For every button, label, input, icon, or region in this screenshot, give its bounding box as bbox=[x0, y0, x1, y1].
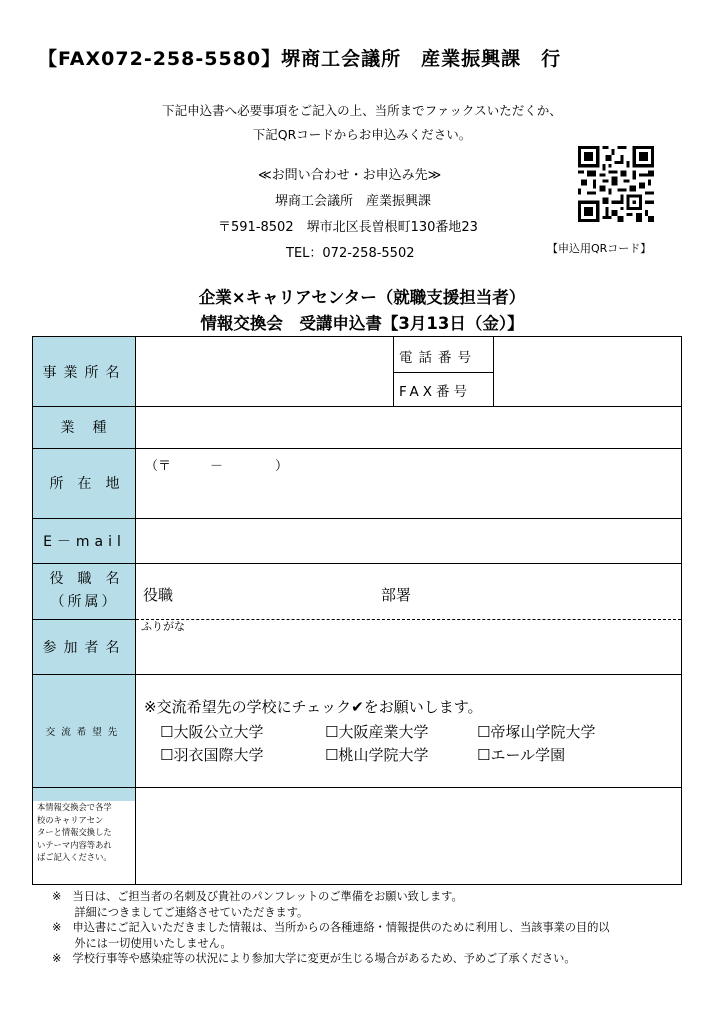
fax-header-title: 【FAX072-258-5580】堺商工会議所 産業振興課 行 bbox=[38, 48, 562, 70]
checkbox-momoyama-gakuin-university[interactable]: ☐桃山学院大学 bbox=[325, 746, 429, 764]
checkbox-osaka-metropolitan-university[interactable]: ☐大阪公立大学 bbox=[160, 723, 264, 741]
contact-address: 〒591-8502 堺市北区長曽根町130番地23 bbox=[218, 220, 478, 235]
furigana-divider bbox=[136, 619, 681, 620]
intro-line-2: 下記QRコードからお申込みください。 bbox=[252, 127, 472, 142]
form-title-line-1: 企業×キャリアセンター（就職支援担当者） bbox=[198, 288, 526, 307]
address-input[interactable] bbox=[137, 477, 681, 517]
checkbox-osaka-sangyo-university[interactable]: ☐大阪産業大学 bbox=[325, 723, 429, 741]
note-line-3: ※ 申込書にご記入いただきました情報は、当所からの各種連絡・情報提供のために利用し、当該事業の目的以 bbox=[52, 921, 610, 934]
qr-caption: 【申込用QRコード】 bbox=[547, 242, 652, 255]
exchange-target-label: 交流希望先 bbox=[45, 726, 124, 738]
notes-section bbox=[52, 889, 610, 967]
topics-label-line-2: 校のキャリアセン bbox=[37, 814, 104, 825]
intro-line-1: 下記申込書へ必要事項をご記入の上、当所までファックスいただくか、 bbox=[162, 103, 562, 118]
affiliation-label: （所属） bbox=[50, 594, 119, 610]
position-label: 役 職 名 bbox=[49, 571, 120, 587]
qr-code-image[interactable] bbox=[578, 146, 654, 222]
exchange-instruction: ※交流希望先の学校にチェック✔をお願いします。 bbox=[144, 698, 483, 716]
application-form bbox=[32, 336, 682, 885]
note-line-1: ※ 当日は、ご担当者の名刺及び貴社のパンフレットのご準備をお願い致します。 bbox=[52, 890, 463, 903]
note-line-2: 詳細につきましてご連絡させていただきます。 bbox=[52, 905, 309, 919]
email-input[interactable] bbox=[137, 519, 681, 562]
email-label: E－mail bbox=[43, 533, 126, 550]
topics-input[interactable] bbox=[137, 788, 681, 882]
company-name-label: 事業所名 bbox=[42, 364, 127, 381]
participant-name-input[interactable] bbox=[137, 633, 681, 673]
postal-code-template: （〒 － ） bbox=[145, 459, 289, 474]
department-field-label: 部署 bbox=[381, 586, 412, 604]
contact-tel: TEL：072-258-5502 bbox=[286, 246, 415, 261]
note-line-4: 外には一切使用いたしません。 bbox=[52, 936, 232, 950]
fax-label: FAX番号 bbox=[399, 384, 472, 400]
participant-name-label: 参加者名 bbox=[42, 639, 127, 656]
contact-org: 堺商工会議所 産業振興課 bbox=[275, 194, 432, 209]
industry-input[interactable] bbox=[137, 407, 681, 447]
form-title-line-2: 情報交換会 受講申込書【3月13日（金）】 bbox=[200, 314, 524, 333]
phone-input[interactable] bbox=[494, 337, 681, 371]
phone-label: 電話番号 bbox=[399, 350, 477, 366]
checkbox-tezukayama-gakuin-university[interactable]: ☐帝塚山学院大学 bbox=[477, 723, 596, 741]
checkbox-hagoromo-university[interactable]: ☐羽衣国際大学 bbox=[160, 746, 264, 764]
furigana-label: ふりがな bbox=[141, 620, 185, 633]
note-line-5: ※ 学校行事等や感染症等の状況により参加大学に変更が生じる場合があるため、予めご了承ください。 bbox=[52, 952, 576, 965]
industry-label: 業 種 bbox=[60, 420, 109, 436]
topics-label-line-3: ターと情報交換した bbox=[37, 827, 112, 837]
topics-label-cell bbox=[33, 787, 136, 884]
checkbox-yell-gakuen[interactable]: ☐エール学園 bbox=[477, 746, 566, 764]
fax-input[interactable] bbox=[494, 373, 681, 405]
contact-heading: ≪お問い合わせ・お申込み先≫ bbox=[258, 168, 442, 183]
company-name-input[interactable] bbox=[137, 337, 392, 405]
address-label: 所 在 地 bbox=[49, 476, 120, 492]
position-field-label: 役職 bbox=[143, 586, 174, 604]
topics-label-line-4: いテーマ内容等あれ bbox=[37, 839, 112, 850]
topics-label-line-1: 本情報交換会で各学 bbox=[37, 802, 112, 812]
topics-label-line-5: ばご記入ください。 bbox=[37, 852, 112, 862]
